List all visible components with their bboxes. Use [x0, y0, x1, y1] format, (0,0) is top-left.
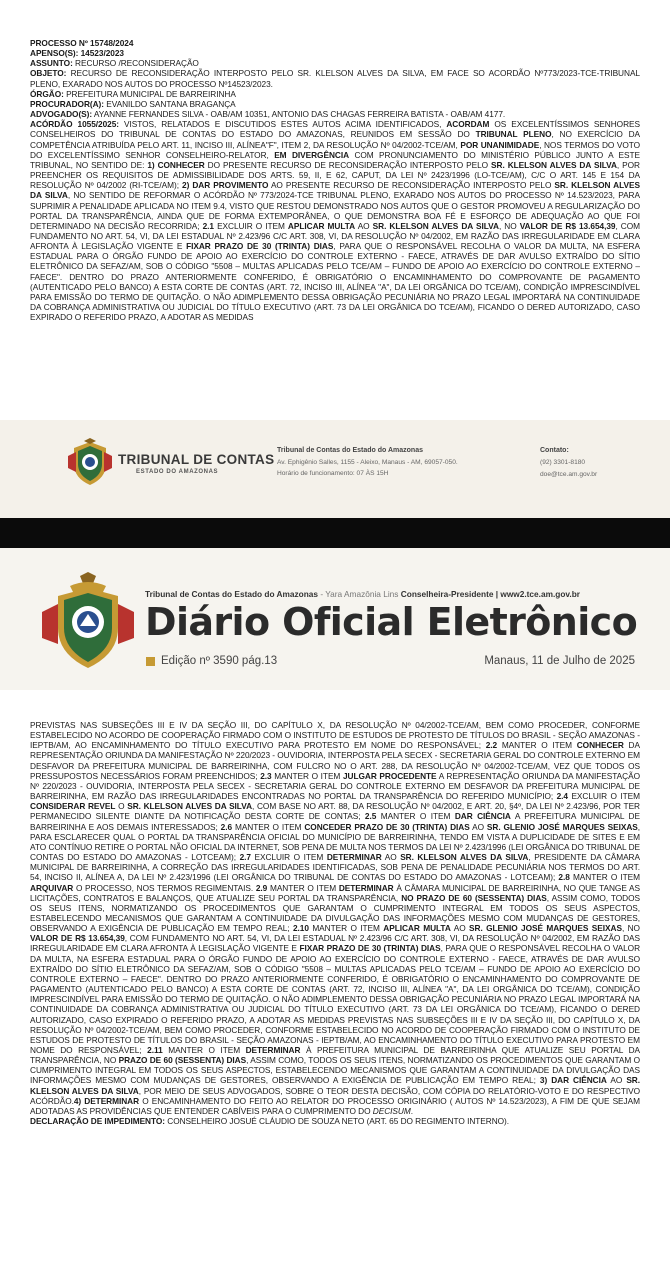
acordao-text: , POR PREENCHER OS REQUISITOS DE ADMISSIBILIDADE DOS ARTS. 59, II, E 62, CAPUT, DA LEI Nº 2423/1996 (LO-TCE/AM), C/C O ART. 145 E 154 DA RESOLUÇÃO Nº 04/2002 (RI-TCE/AM); — [30, 159, 640, 191]
assunto-label: ASSUNTO: — [30, 58, 73, 69]
tce-crest-logo — [66, 438, 114, 488]
decision-text: EXCLUIR O ITEM — [571, 791, 640, 802]
decision-text: MANTER O ITEM — [269, 882, 337, 893]
decision-text: , COM BASE NO ART. 88, DA RESOLUÇÃO Nº 04/2002, E ART. 20, §4º, DA LEI Nº 2.423/96, POR TER PERMANECIDO SILENTE DIANTE DA NOTIFICAÇÃO DESTA CORTE DE CONTAS; — [30, 801, 640, 822]
decision-text-block — [30, 38, 640, 322]
acordao-emphasis: SR. KLELSON ALVES DA SILVA — [372, 220, 499, 231]
acordao-text: VISTOS, RELATADOS E DISCUTIDOS ESTES AUTOS ACIMA IDENTIFICADOS, — [124, 119, 442, 130]
decision-text: O — [118, 801, 125, 812]
decision-text: MANTER O ITEM — [380, 811, 451, 822]
decision-text: MANTER O ITEM — [501, 740, 573, 751]
procurador-value: EVANILDO SANTANA BRAGANÇA — [106, 98, 236, 109]
decision-text: PREVISTAS NAS SUBSEÇÕES III E IV DA SEÇÃO III, DO CAPÍTULO X, DA RESOLUÇÃO Nº 04/2002-TCE/AM, BEM COMO PROCEDER, CONFORME ESTABELECIDO NO ACORDO DE COOPERAÇÃO FIRMADO COM O INSTITUTO DE ESTUDOS DE PROTESTO DE TÍTULOS DO BRASIL - SEÇÃO AMAZONAS - IEPTB/AM, AO ENCAMINHAMENTO DO TÍTULO EXECUTIVO PARA PROTESTO EM NOME DO RESPONSÁVEL; — [30, 720, 640, 751]
decision-emphasis: CONCEDER PRAZO DE 30 (TRINTA) DIAS — [304, 821, 470, 832]
acordao-text: , COM FUNDAMENTO NO ART. 54, VI, DA LEI ESTADUAL Nº 2.423/96 C/C ART. 308, VI, DA RESOLUÇÃO Nº 04/2002, EM RAZÃO DAS IRREGULARIDADE EM CLARA AFRONTA À LEGISLAÇÃO VIGENTE E — [30, 220, 640, 252]
header-top-line — [145, 589, 580, 599]
decision-text: À CÂMARA MUNICIPAL DE BARREIRINHA, NO QUE TANGE AS LICITAÇÕES, CONTRATOS E BALANÇOS, QUE ATUALIZE SEU PORTAL DA TRANSPARÊNCIA, — [30, 882, 641, 903]
decision-emphasis: SR. KLELSON ALVES DA SILVA — [30, 1075, 640, 1096]
decision-page-top — [0, 0, 670, 410]
acordao-text: AO PRESENTE RECURSO DE RECONSIDERAÇÃO INTERPOSTO PELO — [270, 180, 552, 191]
declaration-text: CONSELHEIRO JOSUÉ CLÁUDIO DE SOUZA NETO (ART. 65 DO REGIMENTO INTERNO). — [167, 1116, 510, 1127]
procurador-label: PROCURADOR(A): — [30, 98, 104, 109]
decision-text: , ASSIM COMO, TODOS OS SEUS ITENS, NORMATIZANDO OS PROCEDIMENTOS QUE GARANTAM O CUMPRIMENTO INTEGRAL EM TODOS OS SEUS ASPECTOS, ESTABELECENDO MECANISMOS QUE GARANTAM A CONTINUIDADE DA DIVULGAÇÃO DAS INFORMAÇÕES MESMO COM MUDANÇAS DE GESTORES, OBSERVANDO A EXIGÊNCIA DE PUBLICAÇÃO EM TEMPO REAL; — [30, 892, 640, 934]
acordao-emphasis: SR. KLELSON ALVES DA SILVA — [491, 159, 617, 170]
acordao-text: , PARA QUE O RESPONSÁVEL RECOLHA O VALOR DA MULTA, NA ESFERA ESTADUAL PARA O ÓRGÃO FUNDO DE APOIO AO EXERCÍCIO DO CONTROLE EXTERNO - FAECE, ATRAVÉS DE DAR AVULSO EXTRAÍDO DO SÍTIO ELETRÔNICO DA SEFAZ/AM, SOB O CÓDIGO "5508 – MULTAS APLICADAS PELO TCE/AM – FUNDO DE APOIO AO EXERCÍCIO DO CONTROLE EXTERNO – FAECE". DENTRO DO PRAZO ANTERIORMENTE CONFERIDO, É OBRIGATÓRIO O ENCAMINHAMENTO DO COMPROVANTE DE PAGAMENTO (AUTENTICADO PELO BANCO) A ESTA CORTE DE CONTAS (ART. 72, INCISO III, ALÍNEA "A", DA LEI ORGÂNICA DO TCE/AM), CONDIÇÃO IMPRESCINDÍVEL PARA EMISSÃO DO TERMO DE QUITAÇÃO. O NÃO ADIMPLEMENTO DESSA OBRIGAÇÃO PECUNIÁRIA NO PRAZO LEGAL IMPORTARÁ NA CONTINUIDADE DA COBRANÇA ADMINISTRATIVA OU JUDICIAL DO TÍTULO EXECUTIVO (ART. 73 DA LEI ORGÂNICA DO TCE/AM), FICANDO O DERED AUTORIZADO, CASO EXPIRADO O REFERIDO PRAZO, A ADOTAR AS MEDIDAS — [30, 241, 640, 323]
footer-hours: Horário de funcionamento: 07 ÀS 15H — [277, 470, 389, 477]
objeto-value: RECURSO DE RECONSIDERAÇÃO INTERPOSTO PELO SR. KLELSON ALVES DA SILVA, EM FACE SO ACORDÃO Nº773/2023-TCE-TRIBUNAL PLENO, EXARADO NOS AUTOS DO PROCESSO Nº14523/2023. — [30, 68, 640, 89]
orgao-label: ÓRGÃO: — [30, 88, 64, 99]
acordao-paragraph — [30, 119, 640, 322]
footer-phone: (92) 3301-8180 — [540, 459, 586, 466]
tce-crest-logo — [40, 572, 136, 672]
decision-text: AO — [453, 923, 466, 934]
decision-text: , POR MEIO DE SEUS ADVOGADOS, SOBRE O TEOR DESTA DECISÃO, COM CÓPIA DO RELATÓRIO-VOTO E DO RESPECTIVO ACÓRDÃO. — [30, 1085, 640, 1106]
header-org: Tribunal de Contas do Estado do Amazonas — [145, 589, 319, 599]
decision-emphasis: SR. GLENIO JOSÉ MARQUES SEIXAS — [469, 923, 622, 934]
item-number: 2.8 — [558, 872, 570, 883]
acordao-label: ACÓRDÃO 1055/2025: — [30, 119, 119, 130]
decision-text: EXCLUIR O ITEM — [254, 852, 324, 863]
decision-emphasis: CONSIDERAR REVEL — [30, 801, 116, 812]
acordao-emphasis: TRIBUNAL PLENO — [475, 129, 552, 140]
acordao-text: , NO — [498, 220, 517, 231]
decision-emphasis: ARQUIVAR — [30, 882, 74, 893]
advogado-value: AYANNE FERNANDES SILVA - OAB/AM 10351, ANTONIO DAS CHAGAS FERREIRA BATISTA - OAB/AM 4177. — [93, 109, 506, 120]
edition-square-icon — [146, 657, 155, 666]
edition-date: Manaus, 11 de Julho de 2025 — [484, 655, 635, 667]
header-president-role: Conselheira-Presidente — [400, 589, 494, 599]
decision-emphasis: SR. KLELSON ALVES DA SILVA — [400, 852, 529, 863]
decision-text: AO — [384, 852, 397, 863]
acordao-text: OS EXCELENTÍSSIMOS SENHORES CONSELHEIROS DO TRIBUNAL DE CONTAS DO ESTADO DO AMAZONAS, REUNIDOS EM SESSÃO DO — [30, 119, 640, 140]
item-number: 2.3 — [260, 770, 272, 781]
decision-text: AO — [472, 821, 485, 832]
decision-emphasis: VALOR DE R$ 13.654,39 — [30, 933, 125, 944]
decision-emphasis: DAR CIÊNCIA — [454, 811, 511, 822]
decision-emphasis: JULGAR PROCEDENTE — [342, 770, 437, 781]
decision-text: , PRESIDENTE DA CÂMARA MUNICIPAL DE BARREIRINHA, A CORREÇÃO DAS IRREGULARIDADES IDENTIFICADAS, SOB PENA DE PENALIDADE PECUNIÁRIA NOS TERMOS DO ART. 54, INCISO II, ALÍNEA A, DA LEI Nº 2.423/1996 (LEI ORGÂNICA DO TRIBUNAL DE CONTAS DO ESTADO DO AMAZONAS - LOTCEAM); — [30, 852, 640, 883]
edition-number: Edição nº 3590 pág.13 — [161, 655, 278, 667]
decision-text-continued — [30, 720, 640, 1126]
decision-text: O ENCAMINHAMENTO DO FEITO AO RELATOR DO PROCESSO ORIGINÁRIO ( AUTOS Nº 14.523/2023), A FIM DE QUE SEJAM ADOTADAS AS PROVIDÊNCIAS QUE ENTENDER CABÍVEIS PARA O CUMPRIMENTO DO — [30, 1095, 640, 1116]
decision-emphasis: NO PRAZO DE 60 (SESSENTA) DIAS — [401, 892, 547, 903]
acordao-text: , NO SENTIDO DE REFORMAR O ACÓRDÃO Nº 773/2024-TCE TRIBUNAL PLENO, EXARADO NOS AUTOS DO PROCESSO Nº 14.523/2023, PARA SUPRIMIR A PENALIDADE APLICADA NO ITEM 9.4, VISTO QUE RESTOU DEMONSTRADO NOS AUTOS QUE O GESTOR PROMOVEU A REGULARIZAÇÃO DO PORTAL DA TRANSPARÊNCIA, AINDA QUE DE FORMA EXTEMPORÂNEA, O QUE DEMONSTRA BOA FÉ E ESFORÇO DE ADEQUAÇÃO AO QUE FOI DETERMINADO NA DECISÃO RECORRIDA; — [30, 190, 640, 231]
declaration-paragraph — [30, 1116, 640, 1126]
decision-text: MANTER O ITEM — [168, 1045, 241, 1055]
item-number: 2.9 — [255, 882, 268, 893]
footer-contact-label: Contato: — [540, 447, 569, 454]
acordao-emphasis: ACORDAM — [446, 119, 490, 130]
acordao-text: , NOS TERMOS DO VOTO DO EXCELENTÍSSIMO SENHOR CONSELHEIRO-RELATOR, — [30, 139, 640, 160]
acordao-emphasis: APLICAR MULTA — [287, 220, 356, 231]
acordao-emphasis: 2) DAR PROVIMENTO — [182, 180, 269, 191]
decision-text: MANTER O ITEM — [234, 821, 302, 832]
decision-text: , PARA ESCLARECER QUAL O PORTAL DA TRANSPARÊNCIA OFICIAL DO MUNICÍPIO DE BARREIRINHA, TENDO EM VISTA A DUPLICIDADE DE SITES E EM ATO CONTÍNUO RETIRE O PORTAL NÃO OFICIAL DA INTERNET, SOB PENA DE MULTA NOS TERMOS DA LEI Nº 2.423/1996 (LEI ORGÂNICA DO TRIBUNAL DE CONTAS DO ESTADO DO AMAZONAS - LOTCEAM); — [30, 821, 641, 863]
item-number: 2.5 — [364, 811, 377, 822]
decision-emphasis: CONHECER — [576, 740, 624, 751]
decision-text: , PARA QUE O RESPONSÁVEL RECOLHA O VALOR DA MULTA, NA ESFERA ESTADUAL PARA O ÓRGÃO FUNDO DE APOIO AO EXERCÍCIO DO CONTROLE EXTERNO - FAECE, ATRAVÉS DE DAR AVULSO EXTRAÍDO DO SÍTIO ELETRÔNICO DA SEFAZ/AM, SOB O CÓDIGO "5508 – MULTAS APLICADAS PELO TCE/AM – FUNDO DE APOIO AO EXERCÍCIO DO CONTROLE EXTERNO – FAECE". DENTRO DO PRAZO ANTERIORMENTE CONFERIDO, É OBRIGATÓRIO O ENCAMINHAMENTO DO COMPROVANTE DE PAGAMENTO (AUTENTICADO PELO BANCO) A ESTA CORTE DE CONTAS (ART. 72, INCISO III, ALÍNEA "A", DA LEI ORGÂNICA DO TCE/AM), CONDIÇÃO IMPRESCINDÍVEL PARA EMISSÃO DO TERMO DE QUITAÇÃO. O NÃO ADIMPLEMENTO DESSA OBRIGAÇÃO PECUNIÁRIA NO PRAZO LEGAL IMPORTARÁ NA CONTINUIDADE DA COBRANÇA ADMINISTRATIVA OU JUDICIAL DO TÍTULO EXECUTIVO (ART. 73 DA LEI ORGÂNICA DO TCE/AM), FICANDO O DERED AUTORIZADO, CASO EXPIRADO O REFERIDO PRAZO, A ADOTAR AS MEDIDAS PREVISTAS NAS SUBSEÇÕES III E IV DA SEÇÃO III, DO CAPÍTULO X, DA RESOLUÇÃO Nº 04/2002-TCE/AM, BEM COMO PROCEDER, CONFORME ESTABELECIDO NO ACORDO DE COOPERAÇÃO FIRMADO COM O INSTITUTO DE ESTUDOS DE PROTESTO DE TÍTULOS DO BRASIL - SEÇÃO AMAZONAS - IEPTB/AM, AO ENCAMINHAMENTO DO TÍTULO EXECUTIVO PARA PROTESTO EM NOME DO RESPONSÁVEL; — [30, 943, 641, 1055]
processo-number: PROCESSO Nº 15748/2024 — [30, 38, 134, 48]
footer-address: Av. Ephigênio Salles, 1155 - Aleixo, Manaus - AM, 69057-050. — [277, 459, 458, 466]
acordao-emphasis: VALOR DE R$ 13.654,39 — [519, 220, 616, 231]
decision-text: MANTER O ITEM — [572, 872, 640, 883]
page-footer — [0, 420, 670, 518]
item-number: 2.4 — [556, 791, 568, 802]
orgao-value: PREFEITURA MUNICIPAL DE BARREIRINHA — [66, 88, 236, 99]
acordao-text: COM PRONUNCIAMENTO DO MINISTÉRIO PÚBLICO JUNTO A ESTE TRIBUNAL, NO SENTIDO DE: — [30, 149, 640, 170]
item-number: 2.6 — [220, 821, 233, 832]
decision-text: MANTER O ITEM — [274, 770, 341, 781]
decision-text: A PREFEITURA MUNICIPAL DE BARREIRINHA E AOS DEMAIS INTERESSADOS; — [30, 811, 640, 832]
declaration-label: DECLARAÇÃO DE IMPEDIMENTO: — [30, 1116, 165, 1127]
decision-text: À PREFEITURA MUNICIPAL DE BARREIRINHA QUE ATUALIZE SEU PORTAL DA TRANSPARÊNCIA, NO — [30, 1045, 640, 1066]
item-number: 2.7 — [239, 852, 251, 863]
decision-text: MANTER O ITEM — [312, 923, 380, 934]
decision-emphasis: SR. GLENIO JOSÉ MARQUES SEIXAS — [486, 821, 638, 832]
item-number: 2.2 — [485, 740, 498, 751]
footer-org-name: Tribunal de Contas do Estado do Amazonas — [277, 447, 423, 454]
decision-text: O PROCESSO, NOS TERMOS REGIMENTAIS. — [75, 882, 254, 893]
decision-emphasis: APLICAR MULTA — [383, 923, 451, 934]
decision-emphasis: DETERMINAR — [326, 852, 382, 863]
footer-brand-subtitle: ESTADO DO AMAZONAS — [136, 469, 219, 475]
apenso-number: APENSO(S): 14523/2023 — [30, 48, 124, 59]
decision-emphasis: DETERMINAR — [338, 882, 394, 893]
footer-email-link[interactable]: doe@tce.am.gov.br — [540, 471, 598, 478]
decision-text: , COM FUNDAMENTO NO ART. 54, VI, DA LEI ESTADUAL Nº 2.423/96 C/C ART. 308, VI, DA RESOLUÇÃO Nº 04/2002, EM RAZÃO DAS IRREGULARIDADE EM CLARA AFRONTA À LEGISLAÇÃO VIGENTE E — [30, 933, 640, 954]
acordao-emphasis: EM DIVERGÊNCIA — [274, 149, 350, 160]
decision-emphasis: DETERMINAR — [245, 1045, 301, 1055]
decision-emphasis: SR. KLELSON ALVES DA SILVA — [127, 801, 253, 812]
acordao-emphasis: 2.1 — [202, 220, 214, 231]
decision-text: , NO — [621, 923, 640, 934]
advogado-label: ADVOGADO(S): — [30, 109, 93, 120]
item-number: 3) DAR CIÊNCIA — [539, 1075, 607, 1086]
page-divider — [0, 518, 670, 548]
decision-text: . — [410, 1105, 413, 1116]
acordao-text: AO — [357, 220, 370, 231]
acordao-text: EXCLUIR O ITEM — [217, 220, 285, 231]
header-president-name: Yara Amazônia Lins — [325, 589, 399, 599]
decision-text: AO — [610, 1075, 623, 1086]
decision-emphasis: PRAZO DE 60 (SESSENTA) DIAS — [118, 1055, 247, 1066]
item-number: 2.10 — [292, 923, 309, 934]
header-separator: - — [318, 589, 326, 599]
decision-paragraph — [30, 720, 640, 1116]
item-number: 4) DETERMINAR — [73, 1095, 140, 1106]
decision-emphasis: FIXAR PRAZO DE 30 (TRINTA) DIAS — [299, 943, 441, 954]
footer-brand-name: TRIBUNAL DE CONTAS — [118, 452, 275, 467]
acordao-emphasis: SR. KLELSON ALVES DA SILVA — [30, 180, 640, 201]
decision-text: DA REPRESENTAÇÃO ORIUNDA DA MANIFESTAÇÃO Nº 220/2023 - OUVIDORIA, INTERPOSTA PELA SECEX - SECRETARIA GERAL DO CONTROLE EXTERNO EM DESFAVOR DA PREFEITURA MUNICIPAL DE BARREIRINHA, COM FULCRO NO O ART. 288, DA RESOLUÇÃO Nº 04/2002-TCE/AM, VEZ QUE TODOS OS PRESSUPOSTOS NECESSÁRIOS FORAM PREENCHIDOS; — [30, 740, 640, 781]
acordao-emphasis: POR UNANIMIDADE — [460, 139, 540, 150]
acordao-emphasis: FIXAR PRAZO DE 30 (TRINTA) DIAS — [186, 241, 334, 252]
acordao-text: , NO EXERCÍCIO DA COMPETÊNCIA ATRIBUÍDA PELO ART. 11, INCISO III, ALÍNEA"F", ITEM 2, DA RESOLUÇÃO Nº 04/2002-TCE/AM, — [30, 129, 641, 150]
decision-text: , ASSIM COMO, TODOS OS SEUS ITENS, NORMATIZANDO OS PROCEDIMENTOS QUE GARANTAM O CUMPRIMENTO INTEGRAL EM TODOS OS SEUS ASPECTOS, ESTABELECENDO MECANISMOS QUE GARANTAM A CONTINUIDADE DA DIVULGAÇÃO DAS INFORMAÇÕES MESMO COM MUDANÇAS DE GESTORES, OBSERVANDO A EXIGÊNCIA DE PUBLICAÇÃO EM TEMPO REAL; — [30, 1055, 640, 1086]
decision-italic: DECISUM — [372, 1105, 411, 1116]
acordao-emphasis: 1) CONHECER — [147, 159, 205, 170]
header-site-link[interactable]: | www2.tce.am.gov.br — [493, 589, 580, 599]
gazette-title: Diário Oficial Eletrônico — [145, 600, 638, 644]
decision-text: A REPRESENTAÇÃO ORIUNDA DA MANIFESTAÇÃO Nº 220/2023 - OUVIDORIA, INTERPOSTA PELA SECEX - SECRETARIA GERAL DO CONTROLE EXTERNO EM DESFAVOR DA PREFEITURA MUNICIPAL DE BARREIRINHA, EM RAZÃO DAS IRREGULARIDADES ENCONTRADAS NO PORTAL DA TRANSPARÊNCIA DO REFERIDO MUNICÍPIO; — [30, 770, 640, 802]
acordao-text: DO PRESENTE RECURSO DE RECONSIDERAÇÃO INTERPOSTO PELO — [207, 159, 489, 170]
objeto-label: OBJETO: — [30, 68, 67, 79]
assunto-value: RECURSO /RECONSIDERAÇÃO — [75, 58, 199, 69]
item-number: 2.11 — [147, 1045, 163, 1055]
